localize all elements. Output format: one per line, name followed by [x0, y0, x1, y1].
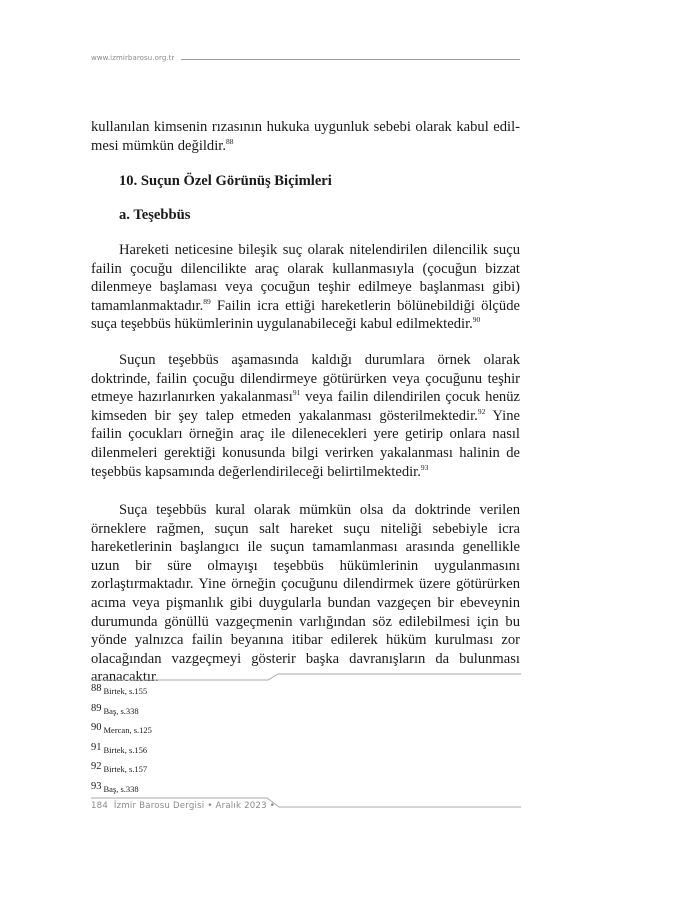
footnote-ref-91[interactable]: 91	[292, 388, 301, 398]
footnote-ref-92[interactable]: 92	[477, 406, 486, 416]
footnote-text: Birtek, s.157	[103, 764, 148, 774]
paragraph-2-text-c: Yine failin çocukları örneğin araç ile dilenecekleri yere getirip onlara nasıl dilenmeleri gerektiği konusunda bilgi verirken yakalanması halinin de teşebbüs kapsamında değerlendirileceği belirtilmektedir.	[91, 407, 520, 480]
paragraph-1-text-a: Hareketi neticesine bileşik suç olarak nitelendirilen dilencilik suçu failin çocuğu dilencilikte araç olarak kullanmasıyla (çocuğun bizzat dilenmeye başlaması veya çocuğun teşhir edilmeye başlanması gibi) tamamlanmaktadır.	[91, 242, 520, 314]
journal-name: İzmir Barosu Dergisi	[113, 801, 205, 811]
footnote-separator	[91, 670, 521, 682]
footer-bullet: •	[269, 801, 275, 811]
footnote-text: Baş, s.338	[103, 705, 139, 716]
issue-date: Aralık 2023	[215, 801, 267, 811]
intro-line-2-text: mesi mümkün değildir.	[91, 137, 226, 154]
paragraph-1	[91, 241, 520, 334]
intro-paragraph	[91, 118, 520, 155]
page-footer	[91, 801, 275, 811]
header-website-url: www.izmirbarosu.org.tr	[91, 54, 175, 62]
footnote-ref-90[interactable]: 90	[472, 315, 481, 325]
footnote-text: Birtek, s.155	[103, 686, 148, 696]
intro-line-2	[91, 137, 520, 156]
paragraph-3	[91, 501, 520, 687]
footnote-number: 93	[91, 780, 102, 792]
section-heading: 10. Suçun Özel Görünüş Biçimleri	[119, 173, 332, 189]
header-divider	[181, 59, 520, 60]
footer-bullet: •	[207, 801, 213, 811]
intro-line-1: kullanılan kimsenin rızasının hukuka uygunluk sebebi olarak kabul edil-	[91, 119, 520, 135]
footnote-text: Mercan, s.125	[103, 725, 152, 735]
paragraph-2-text-b: veya failin dilendirilen çocuk henüz kimseden bir şey talep etmeden yakalanması gösterilmektedir.	[91, 389, 520, 424]
footnote-ref-89[interactable]: 89	[203, 296, 211, 306]
paragraph-2	[91, 351, 520, 481]
footnote-text: Baş, s.338	[103, 783, 139, 794]
footnote-number: 89	[91, 702, 102, 714]
subsection-heading: a. Teşebbüs	[119, 207, 191, 223]
footnote-number: 92	[91, 761, 102, 772]
page-number: 184	[91, 801, 109, 811]
paragraph-1-text-b: Failin icra ettiği hareketlerin bölünebildiği ölçüde suça teşebbüs hükümlerinin uygulanabileceği kabul edilmektedir.	[91, 297, 520, 333]
footnote-number: 91	[91, 741, 102, 753]
footnotes-list	[91, 683, 152, 803]
paragraph-3-text: Suça teşebbüs kural olarak mümkün olsa da doktrinde verilen örneklere rağmen, suçun salt hareket suçu niteliği sebebiyle icra hareketlerinin başlangıcı ile suçun tamamlanması arasında genellikle uzun bir süre olmayışı teşebbüs hükümlerinin uygulanmasını zorlaştırmaktadır. Yine örneğin çocuğunu dilendirmek üzere götürürken acıma veya pişmanlık gibi duygularla bundan vazgeçen bir ebeveynin durumunda gönüllü vazgeçmenin varlığından söz edilebilmesi için bu yönde yalnızca failin beyanına itibar edilerek hüküm kurulması zor olacağından vazgeçmeyi gösterir başka davranışların da bulunması aranacaktır.	[91, 502, 520, 686]
footnote-text: Birtek, s.156	[103, 744, 148, 755]
footnote-number: 88	[91, 683, 102, 694]
footnote-number: 90	[91, 722, 102, 733]
paragraph-2-text-a: Suçun teşebbüs aşamasında kaldığı durumlara örnek olarak doktrinde, failin çocuğu dilendirmeye götürürken veya çocuğunu teşhir etmeye hazırlanırken yakalanması	[91, 352, 520, 406]
footnote-ref-93[interactable]: 93	[420, 462, 429, 472]
footnote-ref-88[interactable]: 88	[226, 136, 234, 146]
